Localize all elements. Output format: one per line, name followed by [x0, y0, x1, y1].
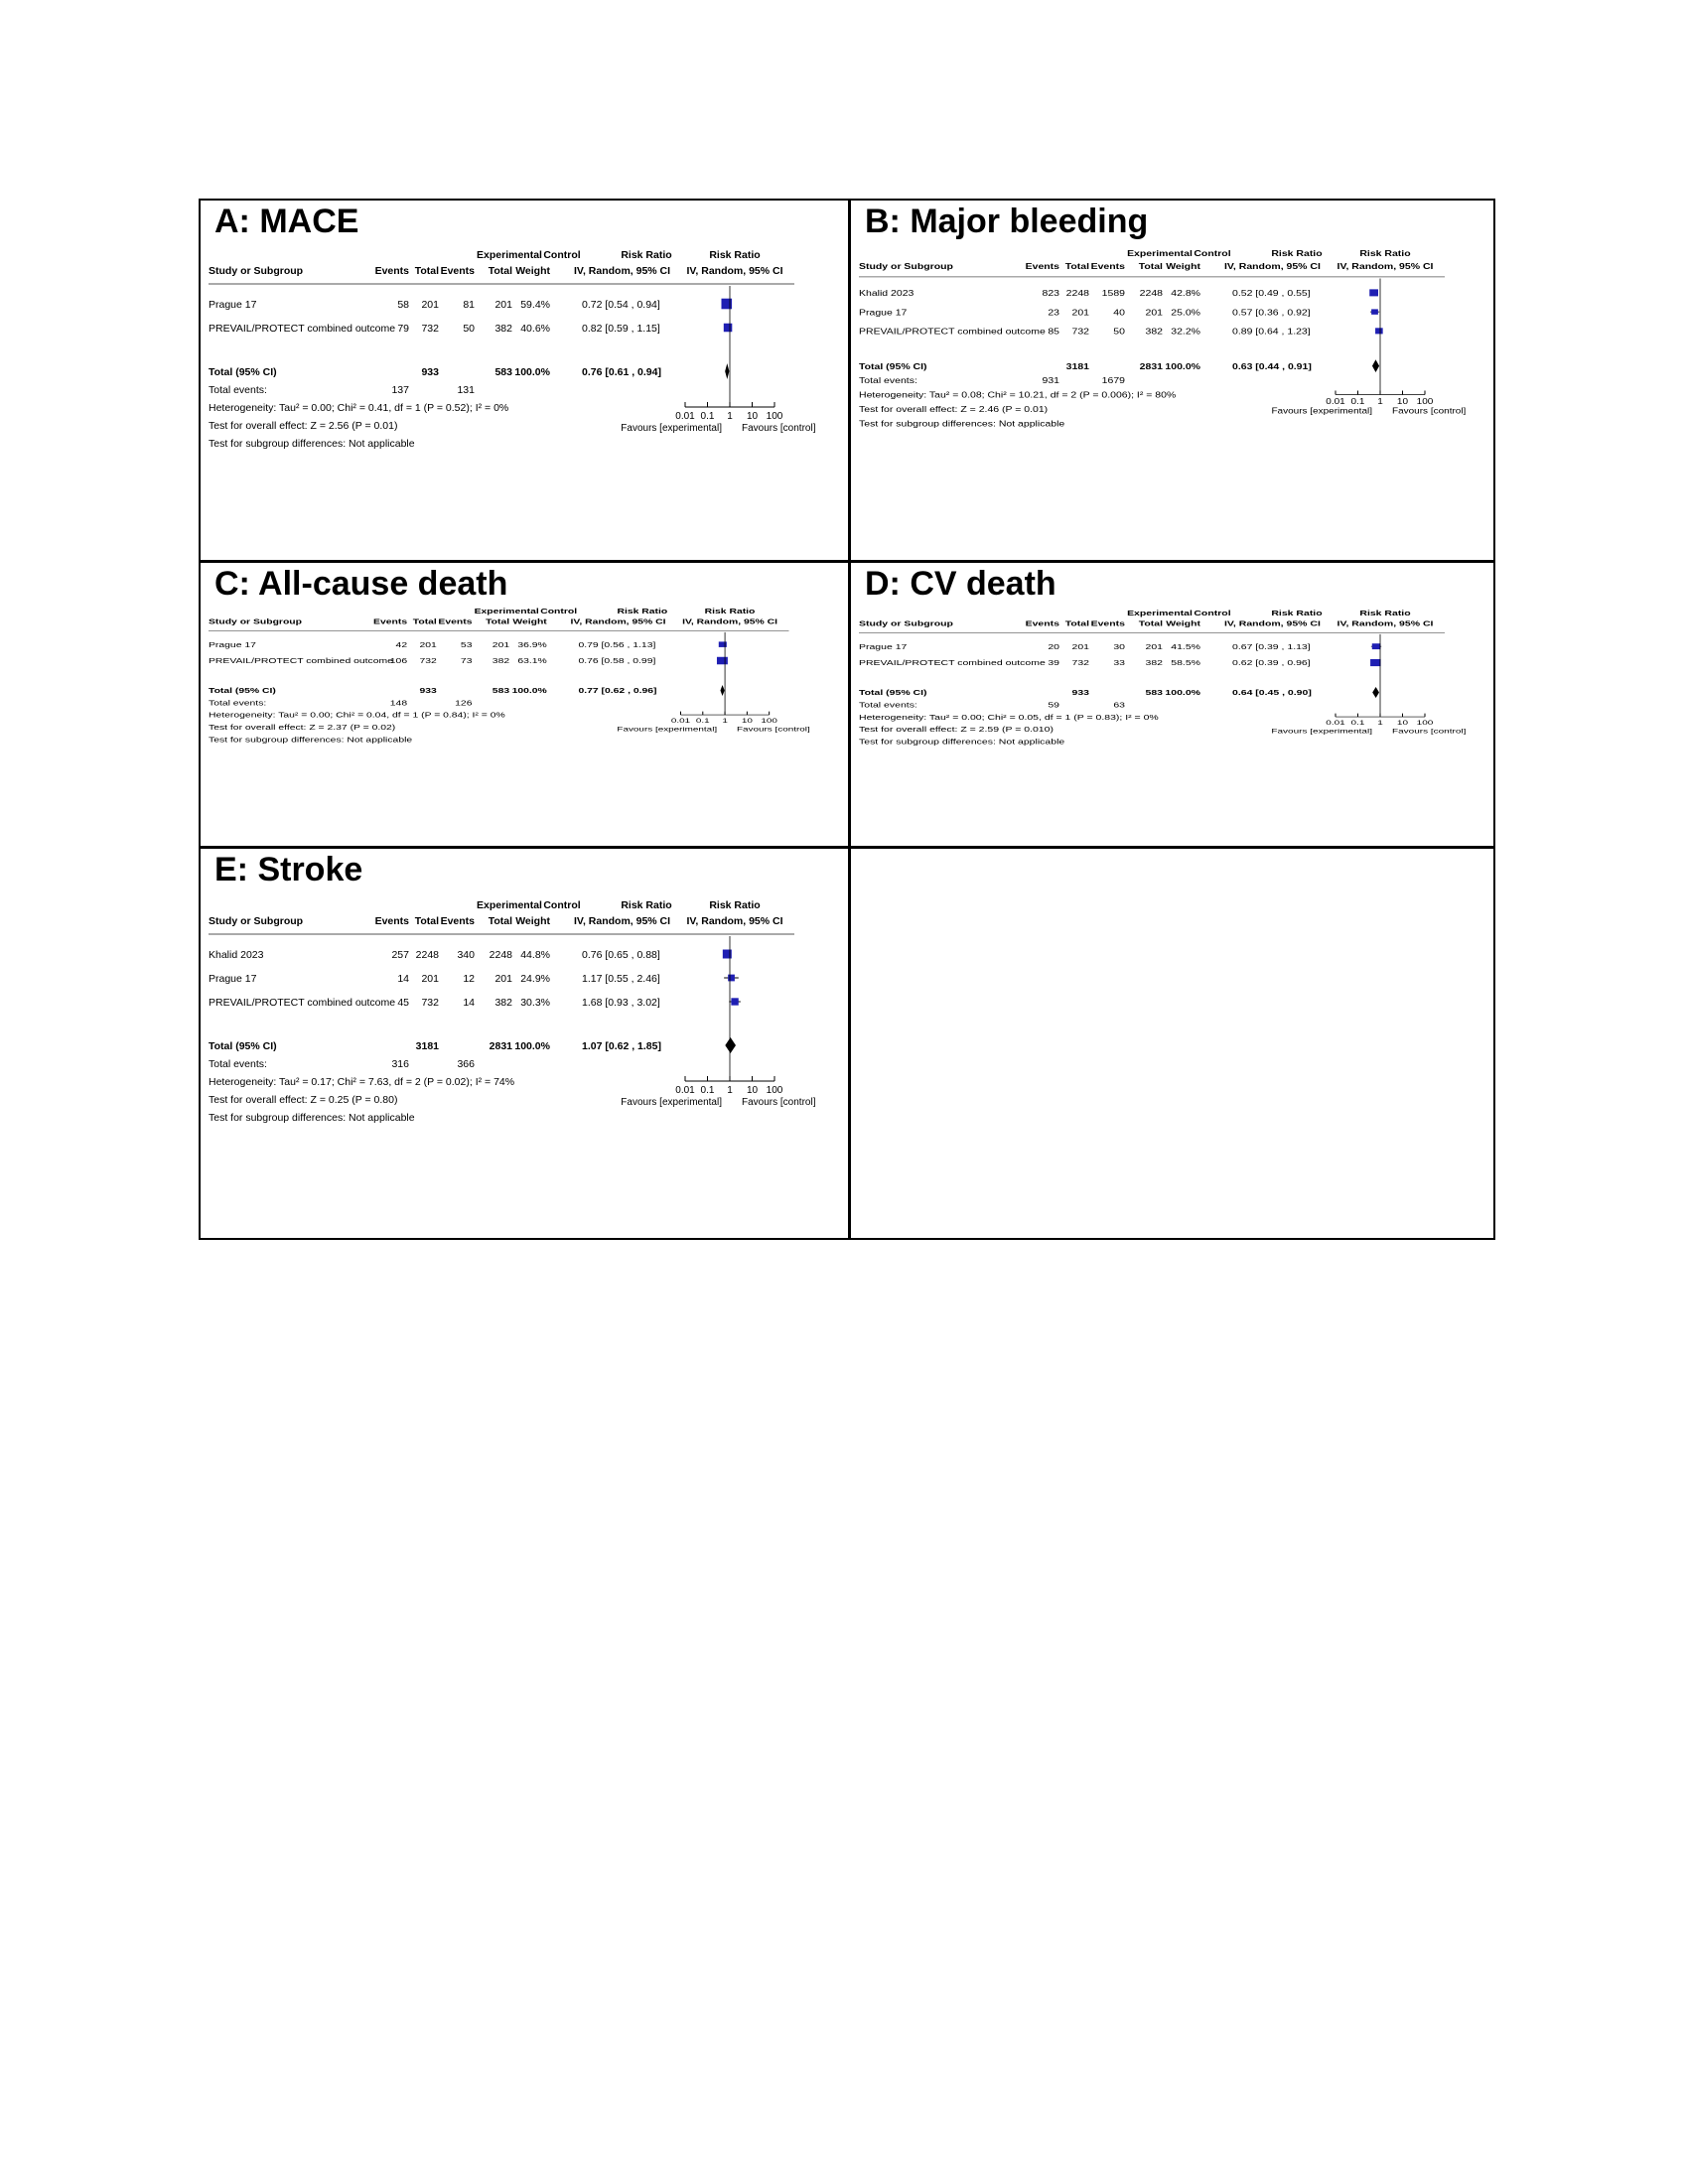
study-weight: 30.3%: [520, 997, 550, 1009]
total-exp-total: 933: [1071, 688, 1089, 697]
x-axis-tick-label: 0.1: [700, 411, 715, 422]
header-ctl-total: Total: [1138, 619, 1163, 628]
total-exp-total: 3181: [415, 1040, 439, 1052]
x-axis-tick-label: 0.01: [675, 1085, 695, 1096]
ctl-events: 40: [1113, 308, 1125, 318]
heterogeneity-text: Heterogeneity: Tau² = 0.08; Chi² = 10.21, df = 2 (P = 0.006); I² = 80%: [859, 390, 1177, 401]
total-weight: 100.0%: [511, 686, 547, 695]
header-risk-ratio: Risk Ratio: [1271, 609, 1323, 617]
favours-control-label: Favours [control]: [1392, 727, 1467, 735]
total-ci: 1.07 [0.62 , 1.85]: [582, 1040, 661, 1052]
study-ci: 0.52 [0.49 , 0.55]: [1232, 289, 1311, 299]
header-ctl-events: Events: [1090, 619, 1125, 628]
x-axis-tick-label: 100: [766, 1085, 783, 1096]
overall-effect-text: Test for overall effect: Z = 0.25 (P = 0.80): [209, 1094, 398, 1106]
exp-events: 106: [389, 656, 408, 665]
forest-plot: [201, 248, 836, 494]
header-risk-ratio: Risk Ratio: [1271, 248, 1323, 259]
header-risk-ratio: Risk Ratio: [621, 899, 672, 911]
exp-events: 20: [1048, 642, 1059, 651]
subgroup-text: Test for subgroup differences: Not applicable: [859, 419, 1065, 430]
x-axis-tick-label: 0.1: [700, 1085, 715, 1096]
header-control: Control: [1194, 248, 1231, 259]
favours-experimental-label: Favours [experimental]: [1271, 727, 1372, 735]
header-exp-total: Total: [1064, 619, 1089, 628]
header-exp-total: Total: [414, 265, 439, 277]
x-axis-tick-label: 1: [1377, 397, 1383, 406]
header-exp-events: Events: [1025, 619, 1059, 628]
forest-content: [209, 899, 816, 1124]
pooled-diamond: [725, 1037, 736, 1053]
forest-plot-svg: [201, 607, 830, 774]
ctl-total: 382: [494, 323, 512, 335]
favours-experimental-label: Favours [experimental]: [621, 423, 722, 434]
panel-title: E: Stroke: [214, 851, 363, 888]
study-weight: 63.1%: [517, 656, 547, 665]
header-ctl-total: Total: [486, 617, 510, 626]
total-events-ctl: 126: [455, 699, 473, 708]
header-ctl-events: Events: [440, 265, 475, 277]
study-name: Khalid 2023: [859, 289, 914, 299]
header-risk-ratio-plot: Risk Ratio: [709, 899, 761, 911]
ctl-events: 12: [463, 973, 475, 985]
forest-plot: [201, 898, 836, 1168]
study-name: PREVAIL/PROTECT combined outcome: [209, 323, 396, 335]
x-axis-tick-label: 0.1: [695, 716, 710, 725]
forest-content: [859, 609, 1466, 745]
study-weight: 32.2%: [1171, 327, 1200, 338]
total-events-label: Total events:: [209, 1058, 267, 1070]
study-weight: 41.5%: [1171, 642, 1200, 651]
study-ci: 0.79 [0.56 , 1.13]: [578, 640, 656, 649]
pooled-diamond: [725, 363, 729, 379]
forest-plot-svg: [851, 609, 1486, 776]
total-events-exp: 59: [1048, 701, 1059, 710]
header-exp-events: Events: [374, 265, 409, 277]
panel-title: B: Major bleeding: [865, 203, 1149, 240]
exp-total: 732: [421, 997, 439, 1009]
header-ctl-events: Events: [1090, 261, 1125, 272]
header-exp-total: Total: [412, 617, 437, 626]
study-name: Khalid 2023: [209, 949, 264, 961]
header-ctl-total: Total: [1138, 261, 1163, 272]
study-marker: [724, 324, 733, 333]
panel-a: [201, 201, 848, 560]
total-label: Total (95% CI): [209, 1040, 277, 1052]
header-risk-ratio: Risk Ratio: [621, 249, 672, 261]
study-weight: 42.8%: [1171, 289, 1200, 299]
favours-control-label: Favours [control]: [742, 423, 816, 434]
forest-plot: [851, 248, 1486, 465]
figure-grid: [199, 199, 1495, 1240]
heterogeneity-text: Heterogeneity: Tau² = 0.00; Chi² = 0.41, df = 1 (P = 0.52); I² = 0%: [209, 402, 509, 414]
total-label: Total (95% CI): [209, 366, 277, 378]
x-axis-tick-label: 100: [1416, 397, 1434, 406]
total-exp-total: 3181: [1065, 361, 1089, 372]
total-events-label: Total events:: [209, 699, 267, 708]
x-axis-tick-label: 1: [727, 1085, 733, 1096]
heterogeneity-text: Heterogeneity: Tau² = 0.17; Chi² = 7.63, df = 2 (P = 0.02); I² = 74%: [209, 1076, 515, 1088]
ctl-events: 30: [1113, 642, 1125, 651]
total-label: Total (95% CI): [859, 688, 927, 697]
header-study: Study or Subgroup: [209, 617, 302, 626]
header-study: Study or Subgroup: [859, 619, 953, 628]
x-axis-tick-label: 10: [1396, 397, 1409, 406]
exp-events: 14: [397, 973, 409, 985]
header-weight: Weight: [515, 265, 550, 277]
x-axis-tick-label: 100: [766, 411, 783, 422]
header-method: IV, Random, 95% CI: [570, 617, 666, 626]
total-events-ctl: 1679: [1101, 376, 1125, 386]
exp-total: 201: [419, 640, 437, 649]
study-name: Prague 17: [859, 642, 908, 651]
ctl-total: 201: [494, 973, 512, 985]
favours-experimental-label: Favours [experimental]: [621, 1097, 722, 1108]
panel-title: D: CV death: [865, 565, 1056, 603]
exp-events: 79: [397, 323, 409, 335]
exp-total: 201: [1071, 308, 1089, 318]
pooled-diamond: [720, 685, 724, 696]
ctl-total: 201: [1145, 308, 1163, 318]
header-method-plot: IV, Random, 95% CI: [686, 265, 783, 277]
exp-total: 201: [1071, 642, 1089, 651]
total-label: Total (95% CI): [209, 686, 276, 695]
header-control: Control: [1194, 609, 1231, 617]
subgroup-text: Test for subgroup differences: Not applicable: [209, 438, 415, 450]
panel-c: [201, 563, 848, 846]
header-risk-ratio-plot: Risk Ratio: [1359, 248, 1411, 259]
ctl-total: 382: [1145, 658, 1163, 667]
ctl-total: 2248: [489, 949, 512, 961]
overall-effect-text: Test for overall effect: Z = 2.59 (P = 0.010): [859, 725, 1054, 734]
forest-plot-svg: [201, 248, 836, 494]
study-weight: 40.6%: [520, 323, 550, 335]
favours-control-label: Favours [control]: [1392, 406, 1467, 416]
total-events-exp: 137: [391, 384, 409, 396]
header-control: Control: [543, 249, 581, 261]
study-name: Prague 17: [859, 308, 908, 318]
total-ctl-total: 2831: [489, 1040, 512, 1052]
study-marker: [1371, 309, 1378, 314]
header-control: Control: [540, 607, 578, 615]
total-ctl-total: 583: [494, 366, 512, 378]
study-marker: [717, 657, 728, 665]
panel-f-empty: [851, 849, 1494, 1239]
panel-d: [851, 563, 1494, 846]
header-method: IV, Random, 95% CI: [574, 915, 671, 927]
study-marker: [1370, 659, 1381, 666]
subgroup-text: Test for subgroup differences: Not applicable: [859, 737, 1065, 746]
x-axis-tick-label: 10: [741, 716, 753, 725]
header-study: Study or Subgroup: [859, 261, 953, 272]
exp-events: 823: [1042, 289, 1059, 299]
exp-total: 732: [419, 656, 437, 665]
total-events-label: Total events:: [209, 384, 267, 396]
exp-total: 732: [421, 323, 439, 335]
heterogeneity-text: Heterogeneity: Tau² = 0.00; Chi² = 0.05, df = 1 (P = 0.83); I² = 0%: [859, 713, 1159, 722]
exp-events: 85: [1048, 327, 1059, 338]
total-weight: 100.0%: [1165, 361, 1200, 372]
panel-title: C: All-cause death: [214, 565, 508, 603]
ctl-total: 201: [492, 640, 510, 649]
study-weight: 44.8%: [520, 949, 550, 961]
exp-total: 201: [421, 973, 439, 985]
study-ci: 0.82 [0.59 , 1.15]: [582, 323, 660, 335]
header-method: IV, Random, 95% CI: [574, 265, 671, 277]
header-exp-total: Total: [1064, 261, 1089, 272]
exp-events: 45: [397, 997, 409, 1009]
subgroup-text: Test for subgroup differences: Not applicable: [209, 735, 413, 744]
study-weight: 24.9%: [520, 973, 550, 985]
total-weight: 100.0%: [514, 1040, 550, 1052]
total-ci: 0.63 [0.44 , 0.91]: [1232, 361, 1312, 372]
exp-events: 58: [397, 299, 409, 311]
panel-e: [201, 849, 848, 1239]
study-marker: [1375, 328, 1383, 334]
header-exp-total: Total: [414, 915, 439, 927]
header-weight: Weight: [515, 915, 550, 927]
exp-total: 732: [1071, 327, 1089, 338]
header-ctl-events: Events: [440, 915, 475, 927]
x-axis-tick-label: 0.1: [1350, 718, 1365, 727]
ctl-events: 50: [463, 323, 475, 335]
total-exp-total: 933: [419, 686, 437, 695]
header-method-plot: IV, Random, 95% CI: [1336, 619, 1434, 628]
total-events-label: Total events:: [859, 376, 917, 386]
header-ctl-events: Events: [438, 617, 473, 626]
x-axis-tick-label: 10: [746, 1085, 759, 1096]
overall-effect-text: Test for overall effect: Z = 2.46 (P = 0.01): [859, 405, 1049, 415]
exp-total: 2248: [1065, 289, 1089, 299]
header-weight: Weight: [1166, 619, 1200, 628]
ctl-total: 382: [492, 656, 510, 665]
header-experimental: Experimental: [474, 607, 539, 615]
study-ci: 0.89 [0.64 , 1.23]: [1232, 327, 1311, 338]
header-exp-events: Events: [373, 617, 408, 626]
total-ci: 0.77 [0.62 , 0.96]: [578, 686, 657, 695]
x-axis-tick-label: 0.01: [670, 716, 691, 725]
header-experimental: Experimental: [477, 249, 542, 261]
study-marker: [719, 641, 727, 647]
header-method: IV, Random, 95% CI: [1224, 619, 1321, 628]
exp-total: 201: [421, 299, 439, 311]
exp-events: 257: [391, 949, 409, 961]
total-events-ctl: 131: [457, 384, 475, 396]
header-exp-events: Events: [374, 915, 409, 927]
header-study: Study or Subgroup: [209, 265, 304, 277]
header-control: Control: [543, 899, 581, 911]
forest-plot-svg: [851, 248, 1486, 465]
ctl-events: 81: [463, 299, 475, 311]
panel-b: [851, 201, 1494, 560]
favours-control-label: Favours [control]: [742, 1097, 816, 1108]
study-marker: [723, 950, 732, 959]
total-exp-total: 933: [421, 366, 439, 378]
study-name: PREVAIL/PROTECT combined outcome: [859, 327, 1046, 338]
study-weight: 36.9%: [517, 640, 547, 649]
total-ctl-total: 2831: [1139, 361, 1163, 372]
ctl-total: 201: [494, 299, 512, 311]
study-name: Prague 17: [209, 299, 257, 311]
panel-title: A: MACE: [214, 203, 359, 240]
x-axis-tick-label: 0.1: [1350, 397, 1365, 406]
study-ci: 0.72 [0.54 , 0.94]: [582, 299, 660, 311]
header-exp-events: Events: [1025, 261, 1059, 272]
study-ci: 1.17 [0.55 , 2.46]: [582, 973, 660, 985]
study-marker: [728, 975, 735, 982]
study-ci: 0.76 [0.58 , 0.99]: [578, 656, 656, 665]
study-ci: 0.76 [0.65 , 0.88]: [582, 949, 660, 961]
ctl-events: 33: [1113, 658, 1125, 667]
study-ci: 1.68 [0.93 , 3.02]: [582, 997, 660, 1009]
study-weight: 58.5%: [1171, 658, 1200, 667]
study-marker: [731, 998, 738, 1005]
total-label: Total (95% CI): [859, 361, 927, 372]
overall-effect-text: Test for overall effect: Z = 2.56 (P = 0.01): [209, 420, 398, 432]
header-experimental: Experimental: [1127, 248, 1193, 259]
header-risk-ratio-plot: Risk Ratio: [1359, 609, 1411, 617]
study-name: Prague 17: [209, 640, 256, 649]
pooled-diamond: [1372, 687, 1379, 698]
header-method: IV, Random, 95% CI: [1224, 261, 1321, 272]
header-weight: Weight: [512, 617, 547, 626]
favours-experimental-label: Favours [experimental]: [617, 724, 718, 733]
exp-events: 39: [1048, 658, 1059, 667]
header-ctl-total: Total: [488, 265, 512, 277]
exp-events: 23: [1048, 308, 1059, 318]
forest-plot: [201, 607, 830, 774]
pooled-diamond: [1372, 359, 1379, 372]
x-axis-tick-label: 0.01: [675, 411, 695, 422]
header-ctl-total: Total: [488, 915, 512, 927]
total-events-exp: 316: [391, 1058, 409, 1070]
total-events-ctl: 366: [457, 1058, 475, 1070]
header-risk-ratio-plot: Risk Ratio: [709, 249, 761, 261]
header-risk-ratio: Risk Ratio: [617, 607, 668, 615]
ctl-events: 53: [460, 640, 473, 649]
x-axis-tick-label: 0.01: [1326, 718, 1345, 727]
total-events-ctl: 63: [1113, 701, 1125, 710]
total-events-exp: 931: [1042, 376, 1059, 386]
overall-effect-text: Test for overall effect: Z = 2.37 (P = 0.02): [209, 723, 396, 732]
header-study: Study or Subgroup: [209, 915, 304, 927]
study-name: PREVAIL/PROTECT combined outcome: [209, 997, 396, 1009]
forest-plot: [851, 609, 1486, 776]
forest-content: [859, 249, 1466, 429]
ctl-total: 201: [1145, 642, 1163, 651]
x-axis-tick-label: 1: [1377, 718, 1383, 727]
study-name: PREVAIL/PROTECT combined outcome: [209, 656, 393, 665]
x-axis-tick-label: 10: [746, 411, 759, 422]
x-axis-tick-label: 10: [1396, 718, 1409, 727]
favours-control-label: Favours [control]: [736, 724, 810, 733]
header-weight: Weight: [1166, 261, 1200, 272]
x-axis-tick-label: 1: [722, 716, 728, 725]
total-ctl-total: 583: [492, 686, 510, 695]
ctl-events: 340: [457, 949, 475, 961]
header-experimental: Experimental: [1127, 609, 1193, 617]
ctl-events: 50: [1113, 327, 1125, 338]
ctl-events: 14: [463, 997, 475, 1009]
heterogeneity-text: Heterogeneity: Tau² = 0.00; Chi² = 0.04, df = 1 (P = 0.84); I² = 0%: [209, 711, 505, 720]
ctl-events: 73: [460, 656, 473, 665]
study-marker: [721, 299, 732, 310]
exp-total: 732: [1071, 658, 1089, 667]
ctl-total: 382: [1145, 327, 1163, 338]
total-weight: 100.0%: [514, 366, 550, 378]
header-method-plot: IV, Random, 95% CI: [1336, 261, 1434, 272]
favours-experimental-label: Favours [experimental]: [1271, 406, 1372, 416]
total-ci: 0.64 [0.45 , 0.90]: [1232, 688, 1312, 697]
ctl-total: 2248: [1139, 289, 1163, 299]
study-ci: 0.67 [0.39 , 1.13]: [1232, 642, 1311, 651]
forest-content: [209, 607, 810, 743]
study-weight: 25.0%: [1171, 308, 1200, 318]
subgroup-text: Test for subgroup differences: Not applicable: [209, 1112, 415, 1124]
x-axis-tick-label: 1: [727, 411, 733, 422]
forest-content: [209, 249, 816, 450]
header-risk-ratio-plot: Risk Ratio: [704, 607, 756, 615]
forest-plot-svg: [201, 898, 836, 1168]
header-method-plot: IV, Random, 95% CI: [682, 617, 777, 626]
study-name: PREVAIL/PROTECT combined outcome: [859, 658, 1046, 667]
study-marker: [1372, 643, 1381, 649]
x-axis-tick-label: 0.01: [1326, 397, 1345, 406]
total-ci: 0.76 [0.61 , 0.94]: [582, 366, 661, 378]
header-method-plot: IV, Random, 95% CI: [686, 915, 783, 927]
total-events-label: Total events:: [859, 701, 917, 710]
ctl-events: 1589: [1101, 289, 1125, 299]
x-axis-tick-label: 100: [1416, 718, 1434, 727]
header-experimental: Experimental: [477, 899, 542, 911]
study-name: Prague 17: [209, 973, 257, 985]
ctl-total: 382: [494, 997, 512, 1009]
total-ctl-total: 583: [1145, 688, 1163, 697]
total-events-exp: 148: [389, 699, 408, 708]
study-ci: 0.62 [0.39 , 0.96]: [1232, 658, 1311, 667]
study-marker: [1369, 289, 1378, 296]
total-weight: 100.0%: [1165, 688, 1200, 697]
x-axis-tick-label: 100: [761, 716, 777, 725]
study-weight: 59.4%: [520, 299, 550, 311]
exp-events: 42: [395, 640, 408, 649]
study-ci: 0.57 [0.36 , 0.92]: [1232, 308, 1311, 318]
exp-total: 2248: [415, 949, 439, 961]
